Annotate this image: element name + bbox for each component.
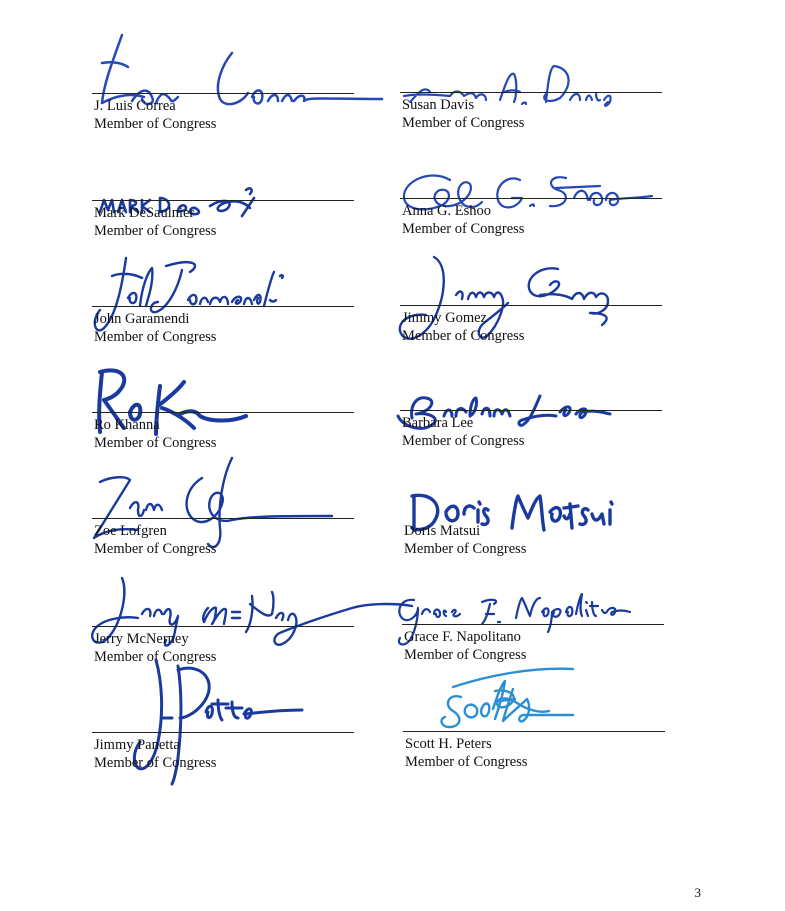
signer-name: Barbara Lee — [402, 415, 474, 431]
signer-title: Member of Congress — [94, 435, 217, 451]
signer-title: Member of Congress — [94, 116, 217, 132]
signature-line — [92, 306, 354, 307]
signer-title: Member of Congress — [402, 221, 525, 237]
signer-name: Susan Davis — [402, 97, 475, 113]
signer-name: Doris Matsui — [404, 523, 481, 539]
signature-line — [92, 93, 354, 94]
signer-name: Ro Khanna — [94, 417, 160, 433]
page-number: 3 — [694, 885, 701, 900]
signer-title: Member of Congress — [402, 433, 525, 449]
signer-name: Grace F. Napolitano — [404, 629, 521, 645]
signer-name: J. Luis Correa — [94, 98, 176, 114]
signer-name: Jimmy Gomez — [402, 310, 487, 326]
signer-title: Member of Congress — [94, 541, 217, 557]
signer-name: John Garamendi — [94, 311, 190, 327]
signer-title: Member of Congress — [404, 541, 527, 557]
signature-line — [400, 198, 662, 199]
signature-line — [400, 305, 662, 306]
signer-name: Scott H. Peters — [405, 736, 492, 752]
signer-title: Member of Congress — [405, 754, 528, 770]
signature-line — [92, 732, 354, 733]
signer-name: Anna G. Eshoo — [402, 203, 492, 219]
signer-title: Member of Congress — [404, 647, 527, 663]
signer-title: Member of Congress — [94, 755, 217, 771]
signature-line — [400, 410, 662, 411]
signer-title: Member of Congress — [94, 329, 217, 345]
signer-title: Member of Congress — [94, 649, 217, 665]
signer-name: Mark DeSaulnier — [94, 205, 195, 221]
signature-line — [92, 518, 354, 519]
signer-name: Jimmy Panetta — [94, 737, 180, 753]
signer-title: Member of Congress — [402, 115, 525, 131]
signer-name: Jerry McNerney — [94, 631, 189, 647]
signature-line — [402, 518, 664, 519]
signer-title: Member of Congress — [402, 328, 525, 344]
signer-title: Member of Congress — [94, 223, 217, 239]
signer-name: Zoe Lofgren — [94, 523, 167, 539]
signature-line — [92, 200, 354, 201]
signature-line — [402, 624, 664, 625]
signature-line — [400, 92, 662, 93]
signature-line — [403, 731, 665, 732]
signature-line — [92, 412, 354, 413]
signature-line — [92, 626, 354, 627]
